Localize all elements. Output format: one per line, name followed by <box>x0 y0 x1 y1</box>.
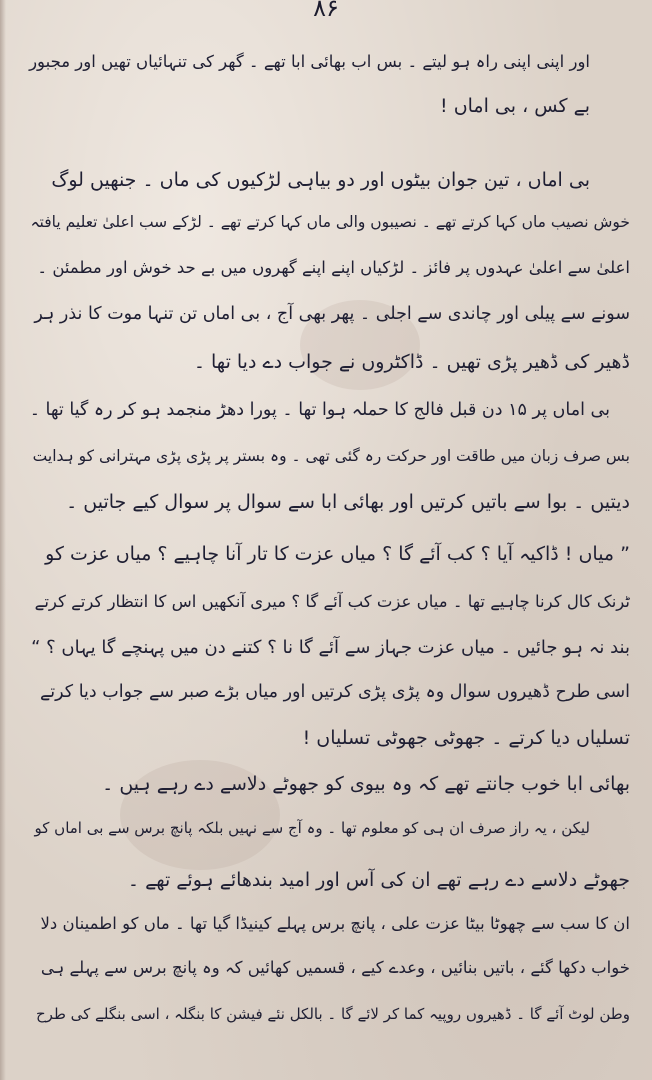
page-number: ۸۶ <box>313 0 339 16</box>
text-line: ٹرنک کال کرنا چاہیے تھا ۔ میاں عزت کب آئے گا ؟ میری آنکھیں اس کا انتظار کرتے کرتے <box>34 592 630 611</box>
page-binding-edge <box>0 0 6 1080</box>
text-line: تسلیاں دیا کرتے ۔ جھوٹی جھوٹی تسلیاں ! <box>302 727 630 749</box>
text-line: بند نہ ہو جائیں ۔ میاں عزت جہاز سے آئے گا نا ؟ کتنے دن میں پہنچے گا یہاں ؟ “ <box>31 637 630 658</box>
text-line: بے کس ، بی اماں ! <box>440 95 590 117</box>
text-line: بھائی ابا خوب جانتے تھے کہ وہ بیوی کو جھوٹے دلاسے دے رہے ہیں ۔ <box>102 773 630 795</box>
text-line: وطن لوٹ آئے گا ۔ ڈھیروں روپیہ کما کر لائے گا ۔ بالکل نئے فیشن کا بنگلہ ، اسی بنگلے کی طرح <box>35 1005 630 1023</box>
text-line: خوش نصیب ماں کہا کرتے تھے ۔ نصیبوں والی ماں کہا کرتے تھے ۔ لڑکے سب اعلیٰ تعلیم یافتہ <box>30 213 630 231</box>
text-line: اعلیٰ سے اعلیٰ عہدوں پر فائز ۔ لڑکیاں اپنے اپنے گھروں میں بے حد خوش اور مطمئن ۔ <box>37 258 630 277</box>
text-line: ڈھیر کی ڈھیر پڑی تھیں ۔ ڈاکٹروں نے جواب دے دیا تھا ۔ <box>193 351 630 373</box>
text-line: سونے سے پیلی اور چاندی سے اجلی ۔ پھر بھی آج ، بی اماں تن تنہا موت کا نذر ہر <box>34 304 630 324</box>
text-line: بی اماں ، تین جوان بیٹوں اور دو بیاہی لڑکیوں کی ماں ۔ جنھیں لوگ <box>51 169 590 191</box>
text-line: ان کا سب سے چھوٹا بیٹا عزت علی ، پانچ برس پہلے کینیڈا گیا تھا ۔ ماں کو اطمینان دلا <box>40 914 630 933</box>
text-line: دیتیں ۔ بوا سے باتیں کرتیں اور بھائی ابا سے سوال پر سوال کیے جاتیں ۔ <box>66 491 630 513</box>
text-line: ” میاں ! ڈاکیہ آیا ؟ کب آئے گا ؟ میاں عزت کا تار آنا چاہیے ؟ میاں عزت کو <box>45 543 630 565</box>
text-line: بی اماں پر ۱۵ دن قبل فالج کا حملہ ہوا تھا ۔ پورا دھڑ منجمد ہو کر رہ گیا تھا ۔ <box>29 400 610 420</box>
text-line: اور اپنی اپنی راہ ہو لیتے ۔ بس اب بھائی ابا تھے ۔ گھر کی تنہائیاں تھیں اور مجبور <box>29 52 590 71</box>
text-line: اسی طرح ڈھیروں سوال وہ پڑی پڑی کرتیں اور میاں بڑے صبر سے جواب دیا کرتے <box>40 682 630 702</box>
text-line: جھوٹے دلاسے دے رہے تھے ان کی آس اور امید بندھائے ہوئے تھے ۔ <box>127 869 630 891</box>
text-line: لیکن ، یہ راز صرف ان ہی کو معلوم تھا ۔ وہ آج سے نہیں بلکہ پانچ برس سے بی اماں کو <box>34 819 590 837</box>
text-line: خواب دکھا گئے ، باتیں بنائیں ، وعدے کیے ، قسمیں کھائیں کہ وہ پانچ برس سے پہلے ہی <box>40 958 630 977</box>
text-line: بس صرف زبان میں طاقت اور حرکت رہ گئی تھی ۔ وہ بستر پر پڑی پڑی مہترانی کو ہدایت <box>32 447 630 465</box>
